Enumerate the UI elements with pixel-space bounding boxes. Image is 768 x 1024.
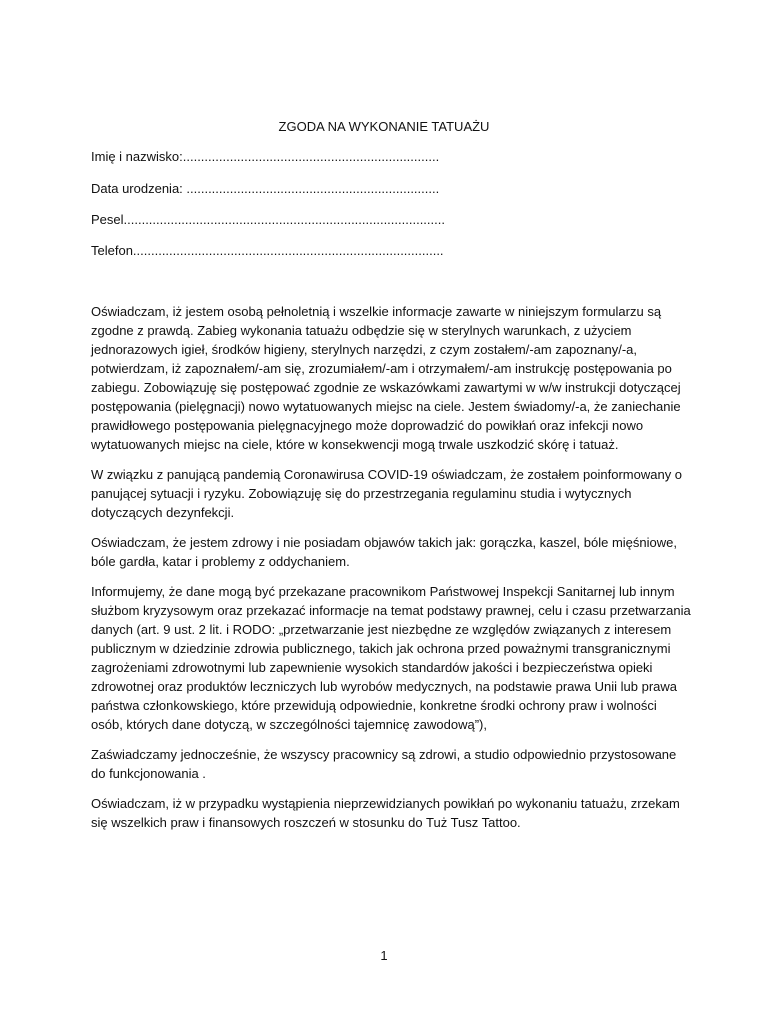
paragraph-covid: W związku z panującą pandemią Coronawirusa COVID-19 oświadczam, że zostałem poinformowany o panującej sytuacji i ryzyku. Zobowiązuję się do przestrzegania regulaminu studia i wytycznych dotyczących dezynfekcji. <box>91 467 683 520</box>
page-number: 1 <box>380 948 388 963</box>
pesel-field: Pesel......................................................................................... <box>91 212 445 227</box>
document-title: ZGODA NA WYKONANIE TATUAŻU <box>278 119 490 134</box>
paragraph-health: Oświadczam, że jestem zdrowy i nie posiadam objawów takich jak: gorączka, kaszel, bóle mięśniowe, bóle gardła, katar i problemy z oddychaniem. <box>91 535 677 569</box>
paragraph-declaration: Oświadczam, iż jestem osobą pełnoletnią i wszelkie informacje zawarte w niniejszym formularzu są zgodne z prawdą. Zabieg wykonania tatuażu odbędzie się w sterylnych warunkach, z użyciem jednorazowych igieł, środków higieny, sterylnych narzędzi, z czym zostałem/-am zapoznany/-a, potwierdzam, iż zapoznałem/-am się, zrozumiałem/-am i otrzymałem/-am instrukcję postępowania po zabiegu. Zobowiązuję się postępować zgodnie ze wskazówkami zawartymi w w/w instrukcji dotyczącej postępowania (pielęgnacji) nowo wytatuowanych miejsc na ciele. Jestem świadomy/-a, że zaniechanie prawidłowego postępowania pielęgnacyjnego może doprowadzić do powikłań oraz infekcji nowo wytatuowanych miejsc na ciele, które w konsekwencji mogą trwale uszkodzić skórę i tatuaż. <box>91 304 681 452</box>
document-body <box>91 302 691 843</box>
paragraph-waiver: Oświadczam, iż w przypadku wystąpienia nieprzewidzianych powikłań po wykonaniu tatuażu, zrzekam się wszelkich praw i finansowych roszczeń w stosunku do Tuż Tusz Tattoo. <box>91 796 680 830</box>
phone-field: Telefon...................................................................................... <box>91 243 444 258</box>
paragraph-data-processing: Informujemy, że dane mogą być przekazane pracownikom Państwowej Inspekcji Sanitarnej lub innym służbom kryzysowym oraz przekazać informacje na temat podstawy prawnej, celu i czasu przetwarzania danych (art. 9 ust. 2 lit. i RODO: „przetwarzanie jest niezbędne ze względów związanych z interesem publicznym w dziedzinie zdrowia publicznego, takich jak ochrona przed poważnymi transgranicznymi zagrożeniami zdrowotnymi lub zapewnienie wysokich standardów jakości i bezpieczeństwa opieki zdrowotnej oraz produktów leczniczych lub wyrobów medycznych, na podstawie prawa Unii lub prawa państwa członkowskiego, które przewidują odpowiednie, konkretne środki ochrony praw i wolności osób, których dane dotyczą, w szczególności tajemnicę zawodową”), <box>91 584 691 732</box>
name-field: Imię i nazwisko:....................................................................... <box>91 149 440 164</box>
birth-date-field: Data urodzenia: ...................................................................... <box>91 181 440 196</box>
paragraph-staff-health: Zaświadczamy jednocześnie, że wszyscy pracownicy są zdrowi, a studio odpowiednio przystosowane do funkcjonowania . <box>91 747 677 781</box>
